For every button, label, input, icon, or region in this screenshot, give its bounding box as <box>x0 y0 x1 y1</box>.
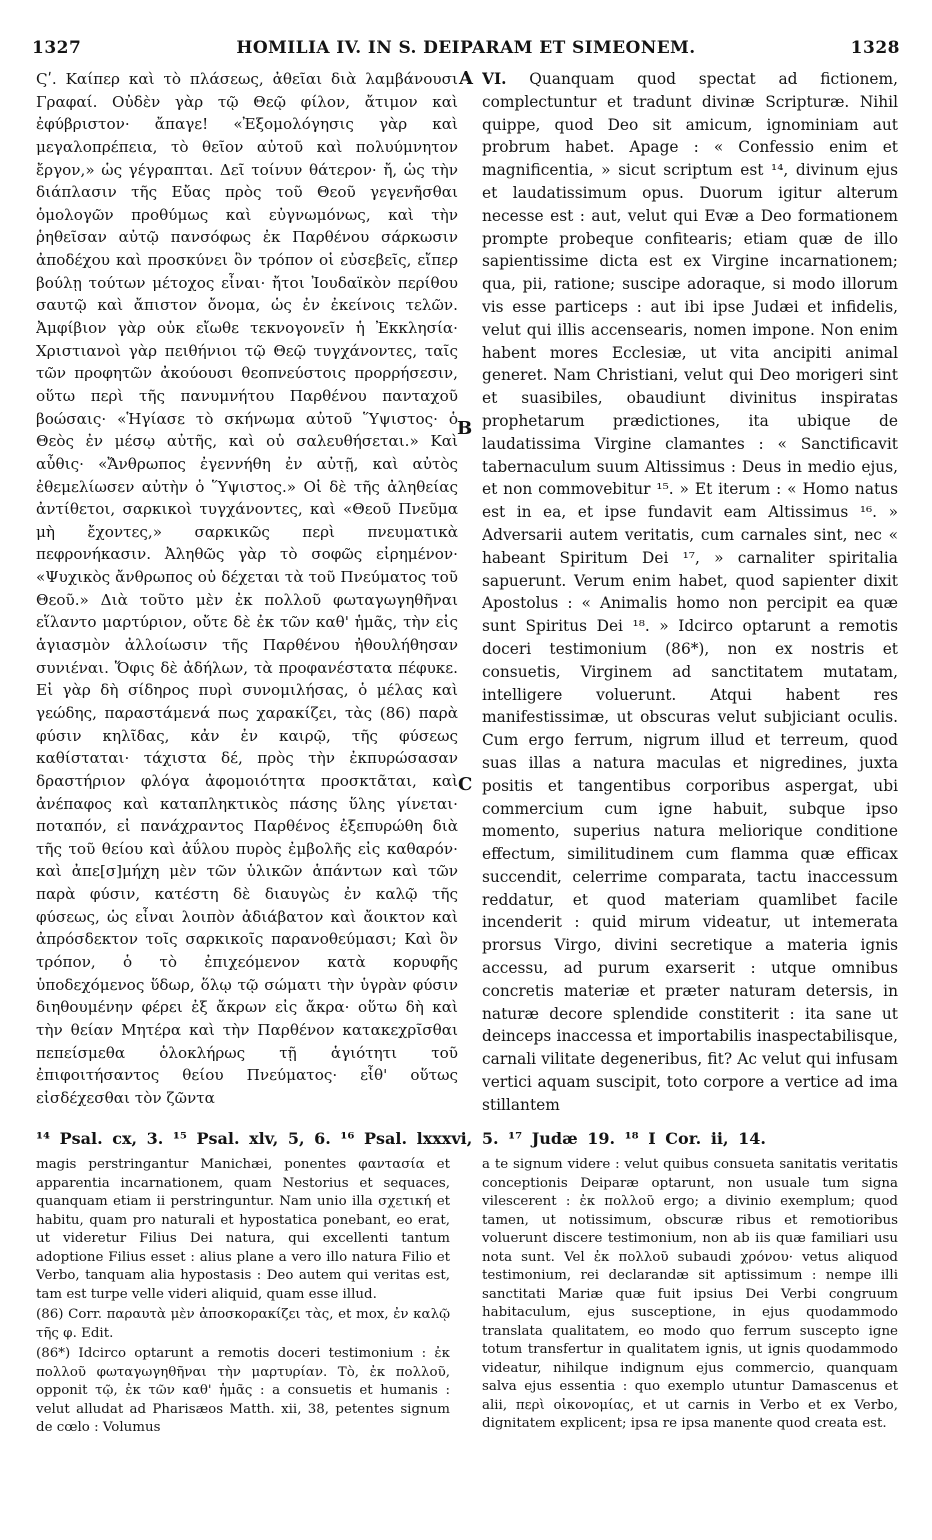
page-number-right: 1328 <box>850 38 900 58</box>
margin-marker-a: A <box>459 68 473 89</box>
section-number: VI. <box>482 70 507 88</box>
margin-marker-c: C <box>458 774 473 795</box>
notes-left-column <box>36 1156 450 1536</box>
note-paragraph: magis perstringantur Manichæi, ponentes φαντασία et apparentia incarnationem, quam Nestorius et sequaces, quanquam etiam ii perstringuntur. Nam unio illa σχετική et habitu, quam pro naturali et hypostatica ponebant, eo erat, ut videretur Filius Dei natura, qui excellenti tantum adoptione Filius esset : alius plane a vero illo natura Filio et Verbo, tanquam alia hypostasis : Deo autem qui veritas est, tam est turpe velle videri aliquid, quam esse illud. <box>36 1157 450 1302</box>
running-title: HOMILIA IV. IN S. DEIPARAM ET SIMEONEM. <box>236 38 696 58</box>
notes-right-column <box>482 1156 898 1536</box>
margin-marker-b: B <box>457 418 473 439</box>
page-header <box>0 38 932 62</box>
latin-text: Quanquam quod spectat ad fictionem, complectuntur et tradunt divinæ Scripturæ. Nihil quippe, quod Deo sit amicum, ignominiam aut probrum habet. Apage : « Confessio enim et magnificentia, » sicut scriptum est ¹⁴, divinum ejus et laudatissimum opus. Duorum igitur alterum necesse est : aut, velut qui Evæ a Deo formationem prompte probeque confitearis; etiam quæ de illo sapientissime dicta est ex Virgine incarnationem; qua, pii, ratione; suscipe adoraque, si modo illorum vis esse particeps : aut ibi ipse Judæi et infidelis, velut qui illis accensearis, nomen impone. Non enim habent mores Ecclesiæ, ut vita ancipiti animal generet. Nam Christiani, velut qui Deo morigeri sint et suasibiles, obaudiunt divinitus inspiratas prophetarum prædictiones, ita ubique de laudatissima Virgine clamantes : « Sanctificavit tabernaculum suum Altissimus : Deus in medio ejus, et non commovebitur ¹⁵. » Et iterum : « Homo natus est in ea, et ipse fundavit eam Altissimus ¹⁶. » Adversarii autem veritatis, cum carnales sint, nec « habeant Spiritum Dei ¹⁷, » carnaliter spiritalia sapuerunt. Verum enim habet, quod sapienter dixit Apostolus : « Animalis homo non percipit ea quæ sunt Spiritus Dei ¹⁸. » Idcirco optarunt a remotis doceri testimonium (86*), non ex nostris et consuetis, Virginem ad sanctitatem mutatam, intelligere voluerunt. Atqui habent res manifestissimæ, ut obscuras velut subjiciant oculis. Cum ergo ferrum, nigrum illud et terreum, quod suas illas a natura maculas et nigredines, juxta positis et tangentibus corporibus aspergat, ubi commercium cum igne habuit, subque ipso momento, superius natura meliorique conditione effectum, similitudinem cum flamma quæ efficax succendit, celerrime comparata, tactu inaccessum reddatur, et quod materiam quamlibet facile incenderit : quid mirum videatur, ut intemerata prorsus Virgo, divini secretique a materia ignis accessu, ad purum exarserit : utque omnibus concretis materiæ et præter naturam detersis, in naturæ decore splendide constiterit : ita sane ut deinceps inaccessa et importabilis inaspectabilisque, carnali vilitate degeneribus, fit? Ac velut qui infusam vertici aquam suscipit, toto corpore a vertice ad ima stillantem <box>482 70 898 1114</box>
latin-column <box>482 68 898 1118</box>
note-paragraph: (86) Corr. παραυτὰ μὲν ἀποσκορακίζει τὰς, et mox, ἐν καλῷ τῆς φ. Edit. <box>36 1307 450 1341</box>
note-paragraph: a te signum videre : velut quibus consueta sanitatis veritatis conceptionis Deiparæ optarunt, non usuale tum signa vilescerent : ἐκ πολλοῦ ergo; a divinio exemplum; quod tamen, ut notissimum, obscuræ ribus et remotioribus voluerunt discere testimonium, non ab iis quæ familiari usu nota sunt. Vel ἐκ πολλοῦ subaudi χρόνου· vetus aliquod testimonium, rei declarandæ sit aptissimum : nempe illi sanctitati Mariæ quæ fuit ipsius Dei Verbi congruum habitaculum, ejus susceptione, in ejus quodammodo translata qualitatem, eo modo quo ferrum suscepto igne totum transfertur in qualitatem ignis, ut ignis quodammodo videatur, nihilque indignum ejus commercio, quanquam salva ejus essentia : quo exemplo utuntur Damascenus et alii, περὶ οἰκονομίας, et ut carnis in Verbo et ex Verbo, dignitatem explicent; ipsa re ipsa manente quod creata est. <box>482 1157 898 1431</box>
page-number-left: 1327 <box>32 38 82 58</box>
greek-column <box>36 68 458 1118</box>
latin-paragraph <box>482 68 898 1117</box>
scripture-footnotes: ¹⁴ Psal. cx, 3. ¹⁵ Psal. xlv, 5, 6. ¹⁶ Psal. lxxxvi, 5. ¹⁷ Judæ 19. ¹⁸ I Cor. ii, 14. <box>36 1129 766 1148</box>
greek-text: Ϛʹ. Καίπερ καὶ τὸ πλάσεως, ἀθεῖαι διὰ λαμβάνουσι Γραφαί. Οὐδὲν γὰρ τῷ Θεῷ φίλον, ἄτιμον καὶ ἐφύβριστον· ἄπαγε! «Ἐξομολόγησις γὰρ καὶ μεγαλοπρέπεια, τὸ θεῖον αὐτοῦ καὶ πολυύμνητον ἔργον,» ὡς γέγραπται. Δεῖ τοίνυν θάτερον· ἤ, ὡς τὴν διάπλασιν τῆς Εὔας πρὸς τοῦ Θεοῦ γεγενῆσθαι ὁμολογῶν προθύμως καὶ εὐγνωμόνως, καὶ τὴν ῥηθεῖσαν αὐτῷ πανσόφως ἐκ Παρθένου σάρκωσιν ἀποδέχου καὶ προσκύνει ὃν τρόπον οἱ εὐσεβεῖς, εἴπερ βούλῃ τούτων μέτοχος εἶναι· ἤτοι Ἰουδαϊκὸν περίθου σαυτῷ καὶ ἄπιστον ὄνομα, ὡς ἐν ἐκείνοις τελῶν. Ἀμφίβιον γὰρ οὐκ εἴωθε τεκνογονεῖν ἡ Ἐκκλησία· Χριστιανοὶ γὰρ πειθήνιοι τῷ Θεῷ τυγχάνοντες, ταῖς τῶν προφητῶν ἀκούουσι θεοπνεύστοις προρρήσεσιν, οὕτω περὶ τῆς πανυμνήτου Παρθένου πανταχοῦ βοώσαις· «Ἡγίασε τὸ σκήνωμα αὐτοῦ Ὕψιστος· ὁ Θεὸς ἐν μέσῳ αὐτῆς, καὶ οὐ σαλευθήσεται.» Καὶ αὖθις· «Ἄνθρωπος ἐγεννήθη ἐν αὐτῇ, καὶ αὐτὸς ἐθεμελίωσεν αὐτὴν ὁ Ὕψιστος.» Οἱ δὲ τῆς ἀληθείας ἀντίθετοι, σαρκικοὶ τυγχάνοντες, καὶ «Θεοῦ Πνεῦμα μὴ ἔχοντες,» σαρκικῶς περὶ πνευματικὰ πεφρονήκασιν. Ἀληθῶς γὰρ τὸ σοφῶς εἰρημένον· «Ψυχικὸς ἄνθρωπος οὐ δέχεται τὰ τοῦ Πνεύματος τοῦ Θεοῦ.» Διὰ τοῦτο μὲν ἐκ πολλοῦ φωταγωγηθῆναι εἵλαντο μαρτύριον, οὔτε δὲ ἐκ τῶν καθ' ἡμᾶς, τὴν εἰς ἁγιασμὸν ἀλλοίωσιν τῆς Παρθένου ἠθουλήθησαν συνιέναι. Ὅφις δὲ ἀδήλων, τὰ προφανέστατα πέφυκε. Εἰ γὰρ δὴ σίδηρος πυρὶ συνομιλήσας, ὁ μέλας καὶ γεώδης, παραστάμενά πως χαρακίζει, τὰς (86) παρὰ φύσιν κηλῖδας, κἀν ἐν καιρῷ, τῆς φύσεως καθίσταται· τάχιστα δέ, πρὸς τὴν ἐκπυρώσασαν δραστήριον φλόγα ἀφομοιότητα προσκτᾶται, καὶ ἀνέπαφος καὶ καταπληκτικὸς πάσης ὕλης γίνεται· ποταπόν, εἰ πανάχραντος Παρθένος ἐξεπυρώθη διὰ τῆς τοῦ θείου καὶ ἀΰλου πυρὸς ἐμβολῆς εἰς καθαρόν· καὶ ἀπε[σ]μήχη μὲν τῶν ὑλικῶν ἁπάντων καὶ τῶν παρὰ φύσιν, κατέστη δὲ διαυγὼς ἐν καλῷ τῆς φύσεως, ὡς εἶναι λοιπὸν ἀδιάβατον καὶ ἄοικτον καὶ ἀπρόσδεκτον τοῖς σαρκικοῖς παρανοθεύμασι; Καὶ ὃν τρόπον, ὁ τὸ ἐπιχεόμενον κατὰ κορυφῆς ὑποδεχόμενος ὕδωρ, ὅλῳ τῷ σώματι τὴν ὑγρὰν φύσιν διηθουμένην φέρει ἐξ ἄκρων εἰς ἄκρα· οὕτω δὴ καὶ τὴν θείαν Μητέρα καὶ τὴν Παρθένον κατακεχρῖσθαι πεπείσμεθα ὁλοκλήρως τῇ ἁγιότητι τοῦ ἐπιφοιτήσαντος θείου Πνεύματος· εἶθ' οὕτως εἰσδέχεσθαι τὸν ζῶντα <box>36 70 458 1107</box>
note-paragraph: (86*) Idcirco optarunt a remotis doceri testimonium : ἐκ πολλοῦ φωταγωγηθῆναι τὴν μαρτυρίαν. Τὸ, ἐκ πολλοῦ, opponit τῷ, ἐκ τῶν καθ' ἡμᾶς : a consuetis et humanis : velut alludat ad Pharisæos Matth. xii, 38, petentes signum de cœlo : Volumus <box>36 1346 450 1435</box>
